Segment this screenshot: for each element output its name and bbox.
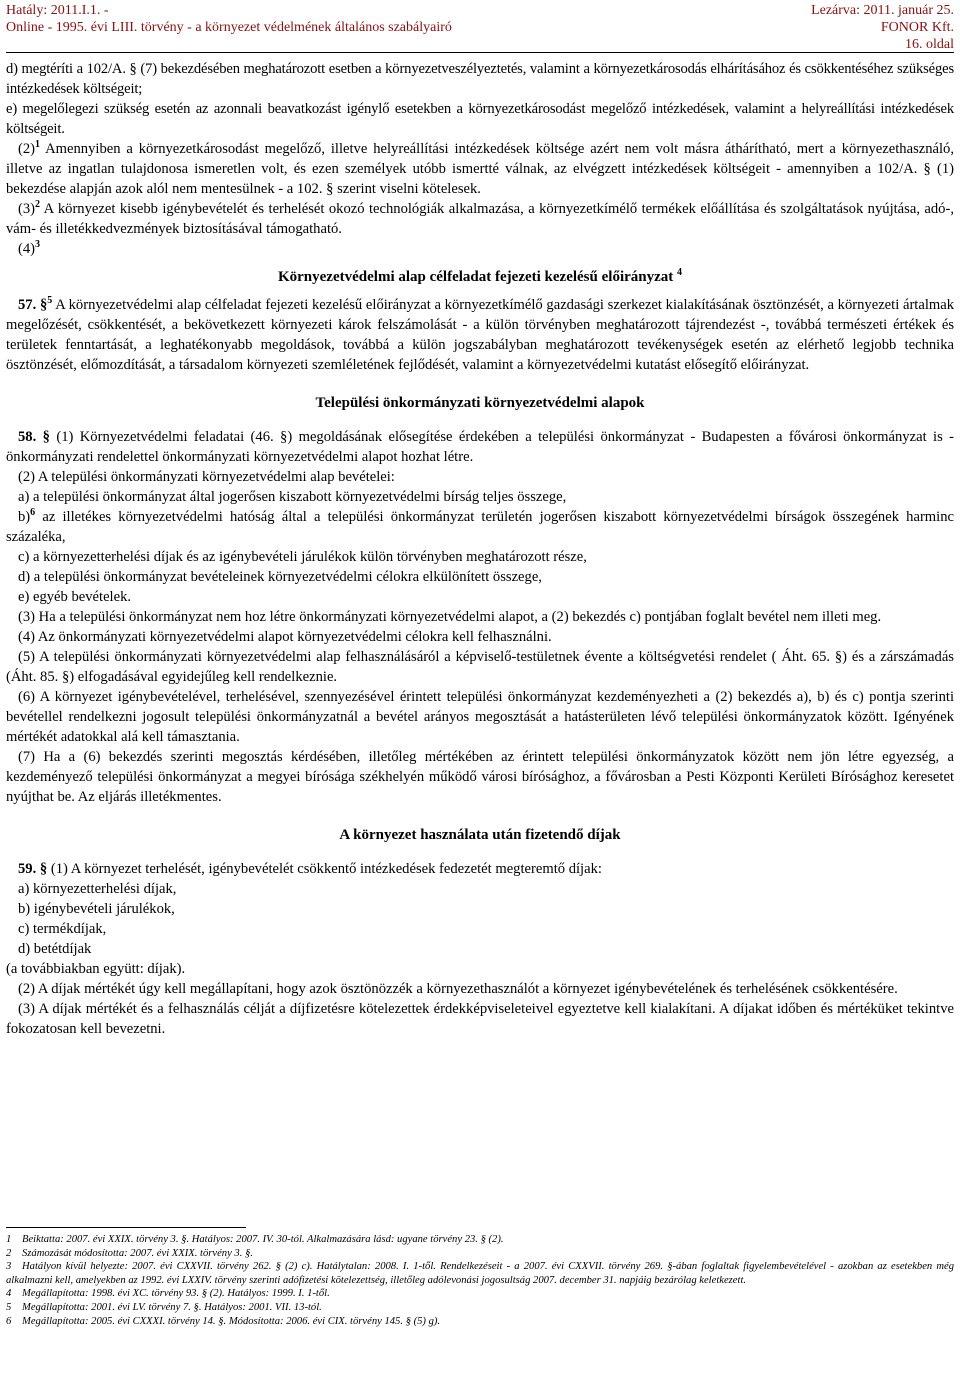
footnote-ref-5[interactable]: 5 xyxy=(47,295,53,307)
footnote-divider xyxy=(6,1227,246,1228)
footnotes xyxy=(6,1233,954,1328)
section-58-2-b-text: az illetékes környezetvédelmi hatóság által a települési önkormányzat területén jogerősen kiszabott környezetvédelmi bírságok összegének harminc százaléka, xyxy=(6,509,954,545)
footnote-text: Hatályon kívül helyezte: 2007. évi CXXVII. törvény 262. § (2) c). Hatálytalan: 2008. I. 1-től. Rendelkezéseit - a 2007. évi CXXVII. törvény 269. §-ában foglaltak figyelembevételével - azokban az esetekben még alkalmazni kell, amelyekben az 1992. évi LXXIV. törvény szerinti adófizetési kötelezettség, illetőleg adólevonási jogosultság 2007. december 31. napjáig bezárólag keletkezett. xyxy=(6,1261,954,1286)
section-58-2-c: c) a környezetterhelési díjak és az igénybevételi járulékok külön törvényben meghatározott része, xyxy=(18,549,587,565)
paragraph-3-lead: (3) xyxy=(18,201,36,217)
footnote-5 xyxy=(6,1301,954,1315)
footnote-text: Megállapította: 1998. évi XC. törvény 93. § (2). Hatályos: 1999. I. 1-től. xyxy=(22,1288,330,1300)
section-58-1 xyxy=(6,427,954,467)
section-58-2-b-lead: b) xyxy=(18,509,31,525)
section-57-text: A környezetvédelmi alap célfeladat fejezeti kezelésű előirányzat a környezetkímélő gazdasági szerkezet kialakításának ösztönzését, a környezeti ártalmak megelőzését, csökkentését, a bekövetkezett környezeti károk felszámolását - a külön törvényben meghatározott tájrendezést -, továbbá természeti értékek és területek fenntartását, a leghatékonyabb megoldások, továbbá a külön jogszabályban meghatározott tevékenységek esetén az elérhető legjobb technika ösztönzését, előmozdítását, a társadalom környezeti szemléletének fejlődését, valamint a környezetvédelmi kutatást elősegítő előirányzat. xyxy=(6,297,955,373)
paragraph-4 xyxy=(6,239,954,259)
footnote-2 xyxy=(6,1247,954,1261)
section-58-2: (2) A települési önkormányzati környezetvédelmi alap bevételei: xyxy=(18,469,395,485)
spacer xyxy=(6,287,954,295)
section-58-number: 58. § xyxy=(18,429,50,445)
section-59-1-text: (1) A környezet terhelését, igénybevételét csökkentő intézkedések fedezetét megteremtő díjak: xyxy=(50,861,602,877)
spacer xyxy=(6,259,954,267)
footnote-ref-4[interactable]: 4 xyxy=(677,267,683,278)
footnote-number: 6 xyxy=(6,1315,12,1327)
paragraph-2 xyxy=(6,139,954,199)
paragraph-4-lead: (4) xyxy=(18,241,36,257)
section-heading-env-fund-text: Környezetvédelmi alap célfeladat fejezeti kezelésű előirányzat xyxy=(277,269,674,285)
section-59-1-c: c) termékdíjak, xyxy=(18,921,107,937)
footnote-text: Megállapította: 2005. évi CXXXI. törvény 14. §. Módosította: 2006. évi CIX. törvény 145. § (5) g). xyxy=(22,1315,441,1327)
header-row-3 xyxy=(6,36,954,53)
section-58-5: (5) A települési önkormányzati környezetvédelmi alap felhasználásáról a képviselő-testületnek évente a költségvetési rendelet ( Áht. 65. §) és a zárszámadás (Áht. 85. §) elfogadásával egyidejűleg kell rendelkeznie. xyxy=(6,649,954,685)
footnote-number: 5 xyxy=(6,1301,12,1313)
section-58-2-d: d) a települési önkormányzat bevételeinek környezetvédelmi célokra elkülönített összege, xyxy=(18,569,542,585)
section-59-1-b: b) igénybevételi járulékok, xyxy=(18,901,175,917)
paragraph-3 xyxy=(6,199,954,239)
section-heading-local-funds: Települési önkormányzati környezetvédelmi alapok xyxy=(315,395,645,411)
section-58-4: (4) Az önkormányzati környezetvédelmi alapot környezetvédelmi célokra kell felhasználni. xyxy=(18,629,552,645)
section-59-1-a: a) környezetterhelési díjak, xyxy=(18,881,177,897)
footnote-1 xyxy=(6,1233,954,1247)
section-59-3: (3) A díjak mértékét és a felhasználás célját a díjfizetésre kötelezettek érdekképviseleteivel egyeztetve kell kialakítani. A díjakat időben és mértéküket tekintve fokozatosan kell bevezetni. xyxy=(6,1001,954,1037)
section-59-1 xyxy=(6,859,954,879)
header-row-1 xyxy=(6,2,954,19)
footnote-text: Megállapította: 2001. évi LV. törvény 7. §. Hatályos: 2001. VII. 13-tól. xyxy=(22,1301,322,1313)
header-law-title: Online - 1995. évi LIII. törvény - a környezet védelmének általános szabályairó xyxy=(6,20,452,35)
header-closed-date: Lezárva: 2011. január 25. xyxy=(811,3,954,18)
footnote-4 xyxy=(6,1287,954,1301)
header-publisher: FONOR Kft. xyxy=(880,20,954,35)
spacer xyxy=(6,375,954,393)
footnote-6 xyxy=(6,1315,954,1329)
section-57-number: 57. § xyxy=(18,297,48,313)
footnote-number: 1 xyxy=(6,1234,12,1245)
section-59-1-d: d) betétdíjak xyxy=(18,941,92,957)
page-header xyxy=(6,2,954,54)
paragraph-d: d) megtéríti a 102/A. § (7) bekezdésében meghatározott esetben a környezetveszélyeztetés, valamint a környezetkárosodás elhárításához és csökkentéséhez szükséges intézkedések költségeit; xyxy=(6,61,954,97)
paragraph-2-lead: (2) xyxy=(18,141,36,157)
section-58-1-text: (1) Környezetvédelmi feladatai (46. §) megoldásának elősegítése érdekében a települési önkormányzat - Budapesten a fővárosi önkormányzat is - önkormányzati rendelettel önkormányzati környezetvédelmi alapot hozhat létre. xyxy=(6,429,955,465)
footnote-ref-1[interactable]: 1 xyxy=(35,139,41,151)
footnote-number: 3 xyxy=(6,1261,12,1273)
spacer xyxy=(6,413,954,427)
section-59-number: 59. § xyxy=(18,861,48,877)
paragraph-3-text: A környezet kisebb igénybevételét és terhelését okozó technológiák alkalmazása, a környezetkímélő termékek előállítása és szolgáltatások nyújtása, adó-, vám- és illetékkedvezmények biztosításával támogatható. xyxy=(6,201,954,237)
document-body xyxy=(6,59,954,1039)
footnote-number: 4 xyxy=(6,1288,12,1300)
section-58-2-a: a) a települési önkormányzat által jogerősen kiszabott környezetvédelmi bírság teljes összege, xyxy=(18,489,567,505)
section-heading-env-fund xyxy=(6,267,954,287)
section-heading-fees: A környezet használata után fizetendő díjak xyxy=(339,827,621,843)
footnote-number: 2 xyxy=(6,1247,12,1259)
footnote-3 xyxy=(6,1260,954,1287)
spacer xyxy=(6,845,954,859)
header-row-2 xyxy=(6,19,954,36)
paragraph-e: e) megelőlegezi szükség esetén az azonnali beavatkozást igénylő esetekben a környezetkárosodást megelőző intézkedések, valamint a helyreállítási intézkedések költségeit. xyxy=(6,101,954,137)
section-58-6: (6) A környezet igénybevételével, terhelésével, szennyezésével érintett települési önkormányzat kezdeményezheti a (2) bekezdés a), b) és c) pontja szerinti bevétellel rendelkezni jogosult települési önkormányzatnál a bevétel arányos megosztását a hatásterületen lévő települési önkormányzatok között. Igényének mértékét adatokkal alá kell támasztania. xyxy=(6,689,954,745)
footnote-ref-6[interactable]: 6 xyxy=(30,507,36,519)
section-57 xyxy=(6,295,954,375)
page-number: 16. oldal xyxy=(905,37,954,52)
section-58-3: (3) Ha a települési önkormányzat nem hoz létre önkormányzati környezetvédelmi alapot, a (2) bekezdés c) pontjában foglalt bevétel nem illeti meg. xyxy=(18,609,882,625)
header-divider xyxy=(6,52,954,53)
footnote-ref-3[interactable]: 3 xyxy=(35,239,41,251)
spacer xyxy=(6,807,954,825)
footnote-ref-2[interactable]: 2 xyxy=(35,199,41,211)
footnote-text: Számozását módosította: 2007. évi XXIX. törvény 3. §. xyxy=(22,1247,253,1259)
footnote-text: Beiktatta: 2007. évi XXIX. törvény 3. §. Hatályos: 2007. IV. 30-tól. Alkalmazására lásd: ugyane törvény 23. § (2). xyxy=(22,1234,504,1245)
section-58-2-b xyxy=(6,507,954,547)
section-58-7: (7) Ha a (6) bekezdés szerinti megosztás kérdésében, illetőleg mértékében az érintett települési önkormányzatok között nem jön létre egyezség, a kezdeményező települési önkormányzat a megyei bírósága székhelyén működő városi bírósághoz, a fővárosban a Pesti Központi Kerületi Bírósághoz keresetet nyújthat be. Az eljárás illetékmentes. xyxy=(6,749,954,805)
section-59-1-tail: (a továbbiakban együtt: díjak). xyxy=(6,961,186,977)
header-validity: Hatály: 2011.I.1. - xyxy=(6,3,109,18)
section-59-2: (2) A díjak mértékét úgy kell megállapítani, hogy azok ösztönözzék a környezethasználót a környezet igénybevételének és terhelésének csökkentésére. xyxy=(18,981,898,997)
section-58-2-e: e) egyéb bevételek. xyxy=(18,589,132,605)
paragraph-2-text: Amennyiben a környezetkárosodást megelőző, illetve helyreállítási intézkedések költsége azért nem volt másra áthárítható, mert a környezethasználó, illetve az ingatlan tulajdonosa ismeretlen volt, és ezen személyek utóbb ismertté válnak, az elvégzett intézkedések költségeit - amennyiben a 102/A. § (1) bekezdése alapján azok alól nem mentesülnek - a 102. § szerint viselni kötelesek. xyxy=(6,141,954,197)
